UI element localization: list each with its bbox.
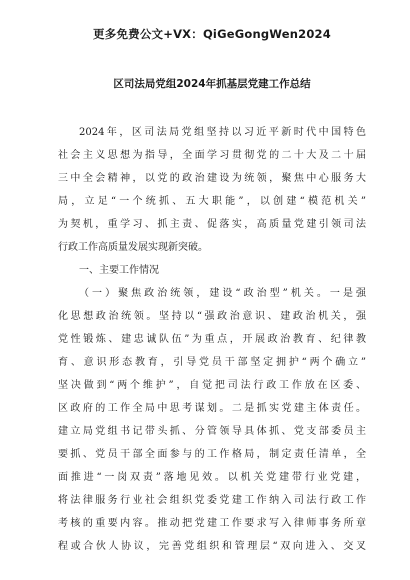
- paragraph-line: 三中全会精神，以党的政治建设为统领，聚焦中心服务大: [58, 173, 366, 184]
- paragraph-line: 将法律服务行业社会组织党委党建工作纳入司法行政工作: [58, 495, 366, 506]
- paragraph-line: 考核的重要内容。推动把党建工作要求写入律师事务所章: [58, 518, 366, 529]
- subsection-paragraph: [58, 282, 366, 558]
- paragraph-line: 坚决做到“两个维护”，自觉把司法行政工作放在区委、: [58, 380, 366, 391]
- section-heading: 一、主要工作情况: [79, 265, 159, 276]
- paragraph-line: 育、意识形态教育，引导党员干部坚定拥护“两个确立”: [58, 357, 366, 368]
- paragraph-line: 2024年，区司法局党组坚持以习近平新时代中国特色: [79, 127, 366, 138]
- paragraph-line: 党性锻炼、建忠诚队伍”为重点，开展政治教育、纪律教: [58, 334, 366, 345]
- paragraph-line: 化思想政治统领。坚持以“强政治意识、建政治机关，强: [58, 311, 366, 322]
- paragraph-line: 局，立足“一个统抓、五大职能”，以创建“模范机关”: [58, 196, 366, 207]
- intro-paragraph: [58, 121, 366, 259]
- paragraph-line: 社会主义思想为指导，全面学习贯彻党的二十大及二十届: [58, 150, 366, 161]
- promo-banner: 更多免费公文+VX：QiGeGongWen2024: [93, 27, 331, 41]
- document-title: 区司法局党组2024年抓基层党建工作总结: [113, 78, 311, 90]
- paragraph-line: 为契机，重学习、抓主责、促落实，高质量党建引领司法: [58, 219, 366, 230]
- paragraph-line: 程或合伙人协议，完善党组织和管理层“双向进入、交叉: [58, 541, 366, 552]
- paragraph-line: 区政府的工作全局中思考谋划。二是抓实党建主体责任。: [58, 403, 366, 414]
- paragraph-line: 面推进“一岗双责”落地见效。以机关党建带行业党建，: [58, 472, 366, 483]
- paragraph-line: 行政工作高质量发展实现新突破。: [58, 242, 208, 253]
- paragraph-line: 要抓、党员干部全面参与的工作格局，制定责任清单，全: [58, 449, 366, 460]
- paragraph-line: （一）聚焦政治统领，建设“政治型”机关。一是强: [79, 288, 366, 299]
- paragraph-line: 建立局党组书记带头抓、分管领导具体抓、党支部委员主: [58, 426, 366, 437]
